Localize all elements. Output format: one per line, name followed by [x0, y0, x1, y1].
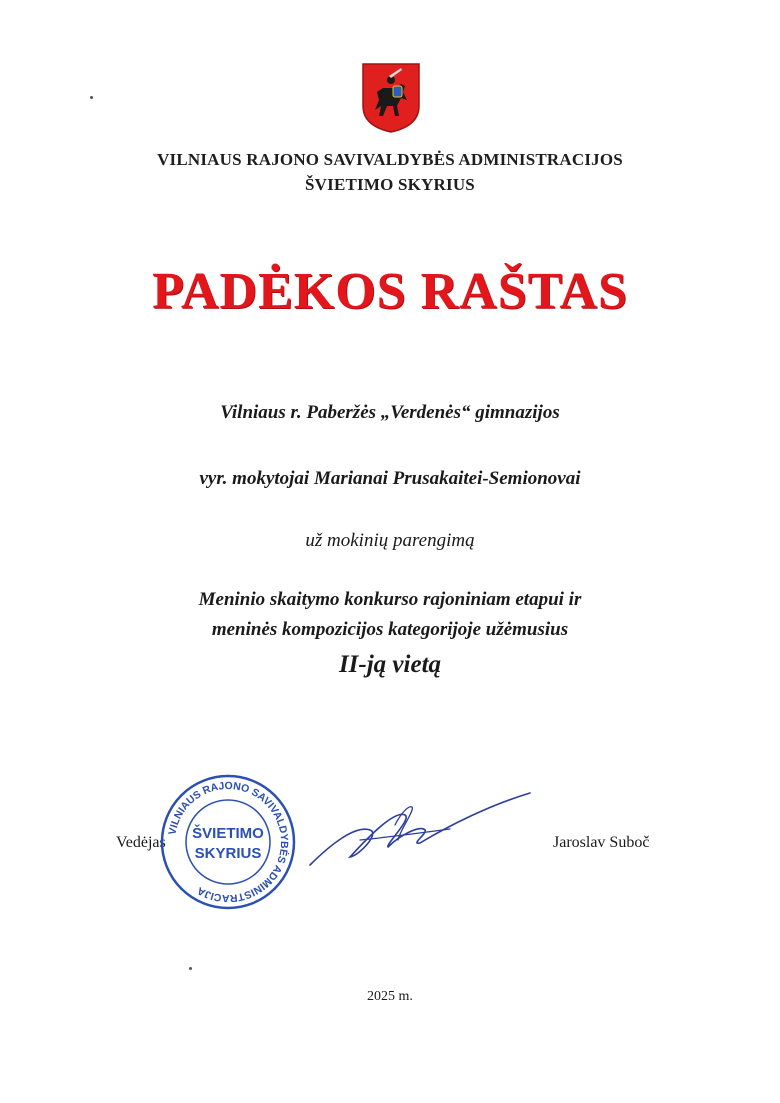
issue-year: 2025 m.: [367, 989, 413, 1004]
stamp-center-line-2: SKYRIUS: [194, 845, 262, 862]
stamp-ring-text: VILNIAUS RAJONO SAVIVALDYBĖS ADMINISTRACIJA: [166, 779, 291, 905]
organization-line-2: ŠVIETIMO SKYRIUS: [305, 175, 475, 194]
award-reason: už mokinių parengimą: [305, 530, 475, 551]
handwritten-signature: [300, 785, 540, 875]
official-stamp: [158, 772, 298, 912]
contest-line-1: Meninio skaitymo konkurso rajoniniam etapui ir: [198, 589, 582, 610]
contest-line-2: meninės kompozicijos kategorijoje užėmusius: [211, 619, 569, 640]
organization-line-1: VILNIAUS RAJONO SAVIVALDYBĖS ADMINISTRACIJOS: [157, 150, 623, 169]
signer-role: Vedėjas: [116, 834, 166, 851]
scan-speck: [189, 967, 192, 970]
recipient-name: vyr. mokytojai Marianai Prusakaitei-Semionovai: [199, 468, 581, 489]
coat-of-arms-icon: [361, 62, 421, 134]
school-name: Vilniaus r. Paberžės „Verdenės“ gimnazijos: [220, 402, 560, 423]
signer-name: Jaroslav Suboč: [553, 834, 650, 851]
svg-text:VILNIAUS RAJONO SAVIVALDYBĖS A: [166, 780, 290, 904]
certificate-title: PADĖKOS RAŠTAS: [152, 263, 628, 320]
place-awarded: II-ją vietą: [338, 651, 442, 678]
scan-speck: [90, 96, 93, 99]
stamp-center-line-1: ŠVIETIMO: [192, 825, 264, 842]
